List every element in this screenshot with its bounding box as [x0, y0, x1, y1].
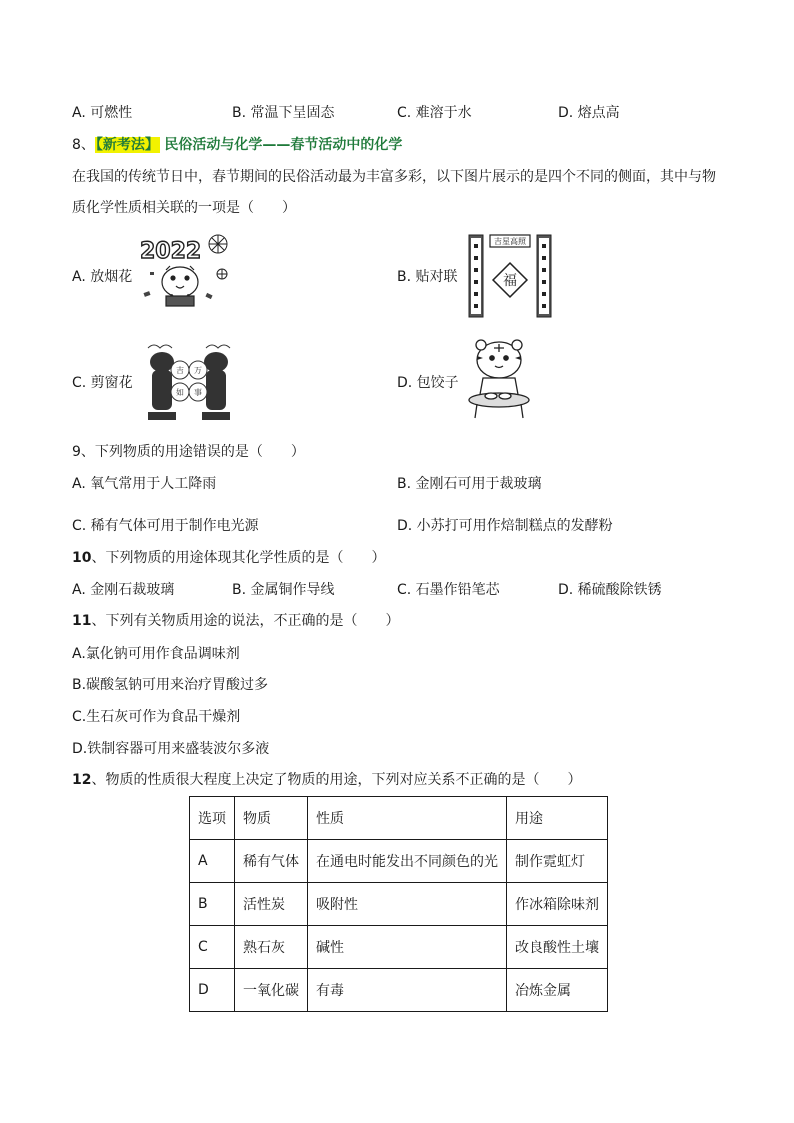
- header-substance: 物质: [235, 797, 308, 840]
- q11-number: 11: [72, 613, 92, 629]
- q11-stem: [72, 612, 399, 630]
- table-cell: 一氧化碳: [235, 969, 308, 1012]
- paper-cut-char-3: 如: [176, 388, 184, 397]
- q8-option-a: A. 放烟花: [72, 269, 133, 285]
- q7-option-c: C. 难溶于水: [397, 105, 472, 121]
- fireworks-tiger-image: [136, 232, 232, 310]
- table-cell: 碱性: [308, 926, 507, 969]
- q8-option-b: B. 贴对联: [397, 269, 458, 285]
- q10-text: 、下列物质的用途体现其化学性质的是（ ）: [91, 550, 386, 566]
- header-property: 性质: [308, 797, 507, 840]
- q9-option-c: C. 稀有气体可用于制作电光源: [72, 518, 259, 534]
- table-cell: 制作霓虹灯: [507, 840, 608, 883]
- table-cell: B: [190, 883, 235, 926]
- q8-heading: [72, 136, 402, 154]
- q8-topic: 民俗活动与化学——春节活动中的化学: [164, 137, 403, 153]
- table-row: [190, 883, 608, 926]
- header-use: 用途: [507, 797, 608, 840]
- year-2022-text: 2022: [140, 239, 202, 264]
- table-row: [190, 926, 608, 969]
- q11-option-a: A.氯化钠可用作食品调味剂: [72, 646, 240, 662]
- q8-option-c: C. 剪窗花: [72, 375, 133, 391]
- table-cell: 熟石灰: [235, 926, 308, 969]
- q9-option-a: A. 氧气常用于人工降雨: [72, 476, 217, 492]
- q7-option-b: B. 常温下呈固态: [232, 105, 335, 121]
- fu-character: 福: [503, 273, 517, 289]
- table-cell: 稀有气体: [235, 840, 308, 883]
- couplet-top-text: 吉星高照: [494, 237, 526, 246]
- table-cell: 活性炭: [235, 883, 308, 926]
- table-header-row: [190, 797, 608, 840]
- paper-cut-char-1: 吉: [176, 366, 184, 375]
- q9-option-d: D. 小苏打可用作焙制糕点的发酵粉: [397, 518, 613, 534]
- q10-stem: [72, 549, 385, 567]
- q8-stem-line1: 在我国的传统节日中，春节期间的民俗活动最为丰富多彩，以下图片展示的是四个不同的侧面，其中与物: [72, 169, 716, 185]
- paper-cut-char-4: 事: [194, 388, 202, 397]
- table-row: [190, 840, 608, 883]
- table-cell: 冶炼金属: [507, 969, 608, 1012]
- q11-text: 、下列有关物质用途的说法，不正确的是（ ）: [91, 613, 400, 629]
- q9-option-b: B. 金刚石可用于裁玻璃: [397, 476, 542, 492]
- q8-option-d: D. 包饺子: [397, 375, 459, 391]
- q7-option-a: A. 可燃性: [72, 105, 133, 121]
- q10-option-d: D. 稀硫酸除铁锈: [558, 582, 662, 598]
- paper-cut-char-2: 万: [194, 366, 202, 375]
- q12-number: 12: [72, 772, 92, 788]
- q8-number: 8、: [72, 137, 95, 153]
- q12-text: 、物质的性质很大程度上决定了物质的用途，下列对应关系不正确的是（ ）: [91, 772, 582, 788]
- q11-option-c: C.生石灰可作为食品干燥剂: [72, 709, 241, 725]
- table-row: [190, 969, 608, 1012]
- q8-new-method-tag: 【新考法】: [95, 137, 159, 153]
- properties-table: [189, 796, 608, 1012]
- q10-number: 10: [72, 550, 92, 566]
- dumpling-tiger-image: [463, 338, 535, 424]
- q10-option-a: A. 金刚石裁玻璃: [72, 582, 175, 598]
- header-option: 选项: [190, 797, 235, 840]
- table-cell: 改良酸性土壤: [507, 926, 608, 969]
- q9-stem: 9、下列物质的用途错误的是（ ）: [72, 444, 305, 460]
- table-cell: C: [190, 926, 235, 969]
- table-cell: A: [190, 840, 235, 883]
- q7-option-d: D. 熔点高: [558, 105, 620, 121]
- q11-option-b: B.碳酸氢钠可用来治疗胃酸过多: [72, 677, 269, 693]
- table-cell: 有毒: [308, 969, 507, 1012]
- table-cell: D: [190, 969, 235, 1012]
- q8-stem-line2: 质化学性质相关联的一项是（ ）: [72, 200, 296, 216]
- table-cell: 吸附性: [308, 883, 507, 926]
- table-cell: 作冰箱除味剂: [507, 883, 608, 926]
- q12-stem: [72, 771, 581, 789]
- q10-option-b: B. 金属铜作导线: [232, 582, 335, 598]
- paper-cut-image: [140, 340, 238, 424]
- table-cell: 在通电时能发出不同颜色的光: [308, 840, 507, 883]
- couplets-image: [466, 234, 554, 320]
- q10-option-c: C. 石墨作铅笔芯: [397, 582, 500, 598]
- q11-option-d: D.铁制容器可用来盛装波尔多液: [72, 741, 270, 757]
